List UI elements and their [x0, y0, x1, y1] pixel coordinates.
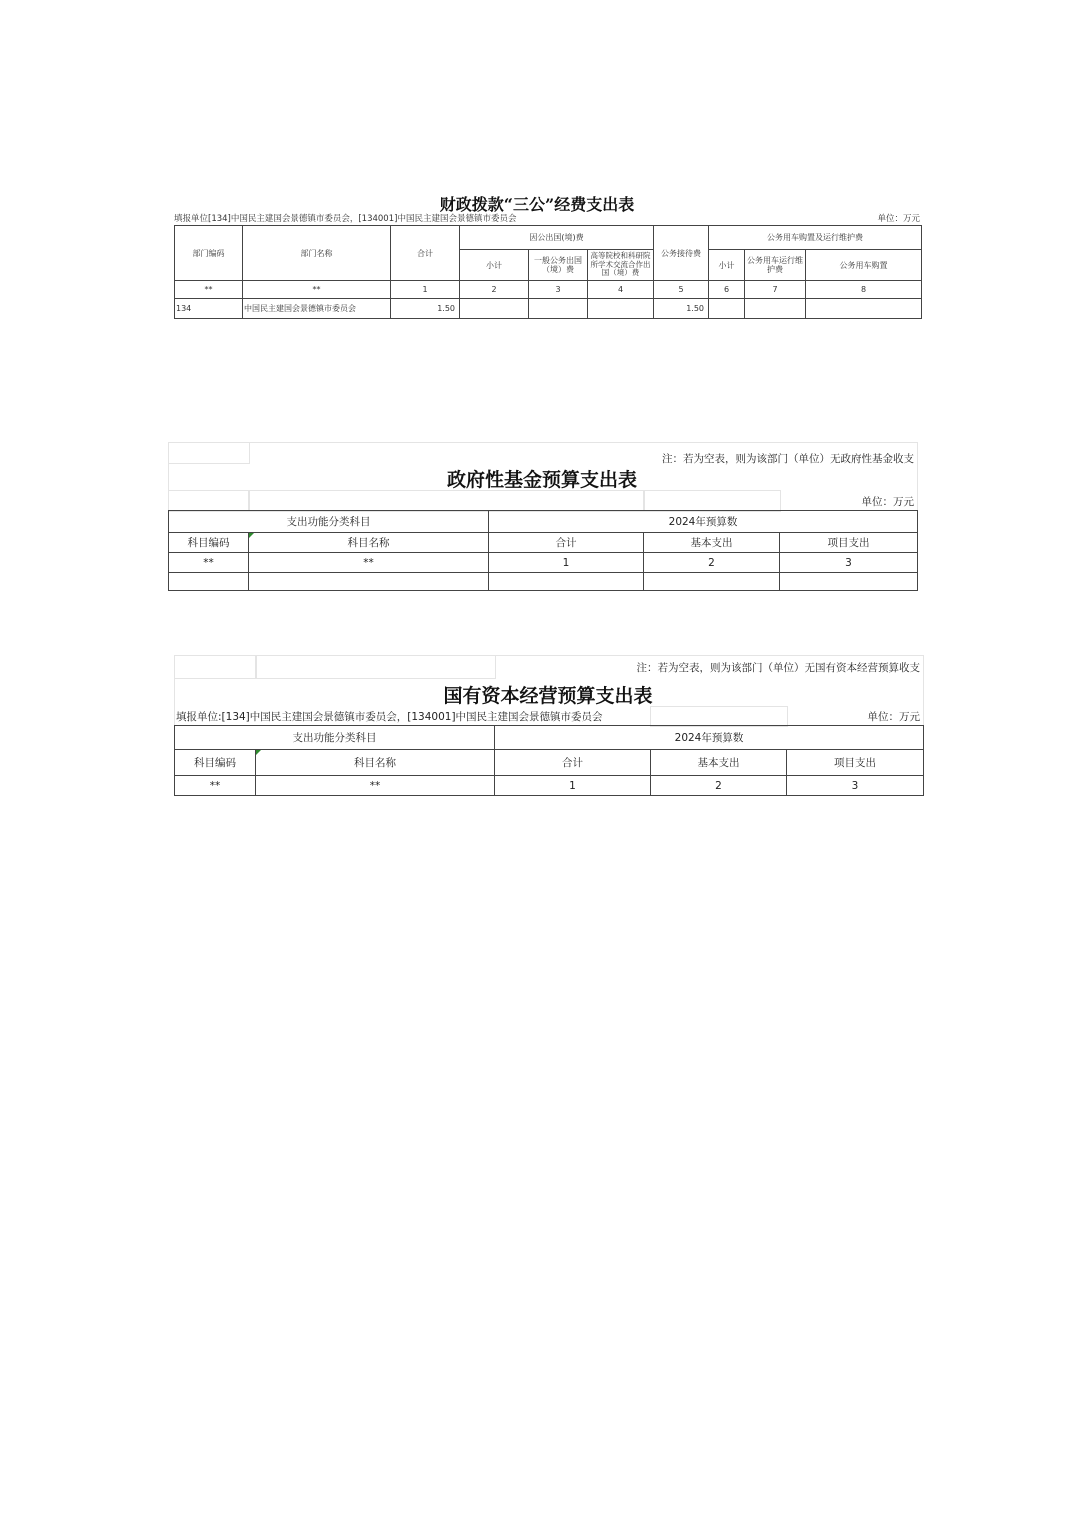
gov-fund-table	[168, 510, 918, 591]
state-capital-title: 国有资本经营预算支出表	[443, 685, 653, 707]
gov-fund-ghost-cell	[168, 490, 250, 512]
gov-fund-ghost-cell	[168, 442, 250, 464]
index-cell: 1	[489, 553, 644, 573]
index-cell: 3	[780, 553, 918, 573]
index-cell: 7	[745, 281, 806, 299]
abroad-subtotal-cell	[460, 299, 529, 319]
index-cell: 6	[709, 281, 745, 299]
header-basic: 基本支出	[651, 750, 787, 776]
header-project: 项目支出	[780, 533, 918, 553]
empty-cell	[169, 573, 249, 591]
index-cell: 1	[391, 281, 460, 299]
header-subject-name-label: 科目名称	[354, 757, 396, 769]
gov-fund-ghost-cell	[643, 490, 781, 512]
header-year-budget: 2024年预算数	[495, 726, 924, 750]
index-cell: 3	[787, 776, 924, 796]
index-cell: 5	[654, 281, 709, 299]
header-total: 合计	[489, 533, 644, 553]
header-vehicle-operation: 公务用车运行维护费	[745, 250, 806, 281]
header-dept-name: 部门名称	[243, 226, 391, 281]
empty-cell	[644, 573, 780, 591]
state-capital-note: 注：若为空表，则为该部门（单位）无国有资本经营预算收支	[636, 662, 920, 674]
sanggong-unit: 单位：万元	[877, 214, 920, 224]
index-cell: 4	[588, 281, 654, 299]
vehicle-subtotal-cell	[709, 299, 745, 319]
table-row	[169, 573, 918, 591]
header-academic-abroad: 高等院校和科研院所学术交流合作出国（境）费	[588, 250, 654, 281]
index-cell: 2	[644, 553, 780, 573]
academic-abroad-cell	[588, 299, 654, 319]
header-vehicle-group: 公务用车购置及运行维护费	[709, 226, 922, 250]
general-abroad-cell	[529, 299, 588, 319]
sanggong-title: 财政拨款“三公”经费支出表	[439, 195, 635, 214]
empty-cell	[780, 573, 918, 591]
state-capital-table	[174, 725, 924, 796]
gov-fund-unit: 单位：万元	[861, 496, 914, 508]
vehicle-operation-cell	[745, 299, 806, 319]
index-cell: **	[243, 281, 391, 299]
header-subject-name-label: 科目名称	[347, 537, 390, 549]
sanggong-filler: 填报单位[134]中国民主建国会景德镇市委员会，[134001]中国民主建国会景德镇市委员会	[174, 214, 517, 224]
header-subject-code: 科目编码	[169, 533, 249, 553]
index-cell: 3	[529, 281, 588, 299]
cell-marker-icon	[256, 750, 261, 755]
index-cell: **	[175, 281, 243, 299]
header-project: 项目支出	[787, 750, 924, 776]
header-vehicle-subtotal: 小计	[709, 250, 745, 281]
total-cell: 1.50	[391, 299, 460, 319]
state-capital-filler: 填报单位:[134]中国民主建国会景德镇市委员会，[134001]中国民主建国会景德镇市委员会	[176, 711, 603, 723]
dept-code-cell: 134	[175, 299, 243, 319]
header-reception: 公务接待费	[654, 226, 709, 281]
index-cell: 8	[806, 281, 922, 299]
header-basic: 基本支出	[644, 533, 780, 553]
index-row	[169, 553, 918, 573]
header-general-abroad: 一般公务出国（境）费	[529, 250, 588, 281]
state-capital-unit: 单位：万元	[867, 711, 920, 723]
gov-fund-ghost-cell	[248, 490, 645, 512]
header-subject-name	[256, 750, 495, 776]
state-capital-ghost-cell	[255, 655, 496, 679]
empty-cell	[249, 573, 489, 591]
empty-cell	[489, 573, 644, 591]
index-row	[175, 776, 924, 796]
index-cell: **	[249, 553, 489, 573]
dept-name-cell: 中国民主建国会景德镇市委员会	[243, 299, 391, 319]
index-cell: **	[256, 776, 495, 796]
index-cell: **	[175, 776, 256, 796]
header-abroad-subtotal: 小计	[460, 250, 529, 281]
index-row	[175, 281, 922, 299]
state-capital-ghost-cell	[650, 706, 788, 727]
table-row	[175, 299, 922, 319]
header-subject-code: 科目编码	[175, 750, 256, 776]
state-capital-ghost-cell	[174, 655, 257, 679]
header-dept-code: 部门编码	[175, 226, 243, 281]
header-subject-name	[249, 533, 489, 553]
header-total: 合计	[391, 226, 460, 281]
header-category: 支出功能分类科目	[175, 726, 495, 750]
header-category: 支出功能分类科目	[169, 511, 489, 533]
index-cell: 1	[495, 776, 651, 796]
gov-fund-title: 政府性基金预算支出表	[446, 469, 637, 491]
index-cell: 2	[460, 281, 529, 299]
header-total: 合计	[495, 750, 651, 776]
gov-fund-note: 注：若为空表，则为该部门（单位）无政府性基金收支	[662, 453, 914, 465]
index-cell: **	[169, 553, 249, 573]
header-year-budget: 2024年预算数	[489, 511, 918, 533]
sanggong-table	[174, 225, 922, 319]
header-abroad-group: 因公出国(境)费	[460, 226, 654, 250]
reception-cell: 1.50	[654, 299, 709, 319]
header-vehicle-purchase: 公务用车购置	[806, 250, 922, 281]
cell-marker-icon	[249, 533, 254, 538]
index-cell: 2	[651, 776, 787, 796]
vehicle-purchase-cell	[806, 299, 922, 319]
